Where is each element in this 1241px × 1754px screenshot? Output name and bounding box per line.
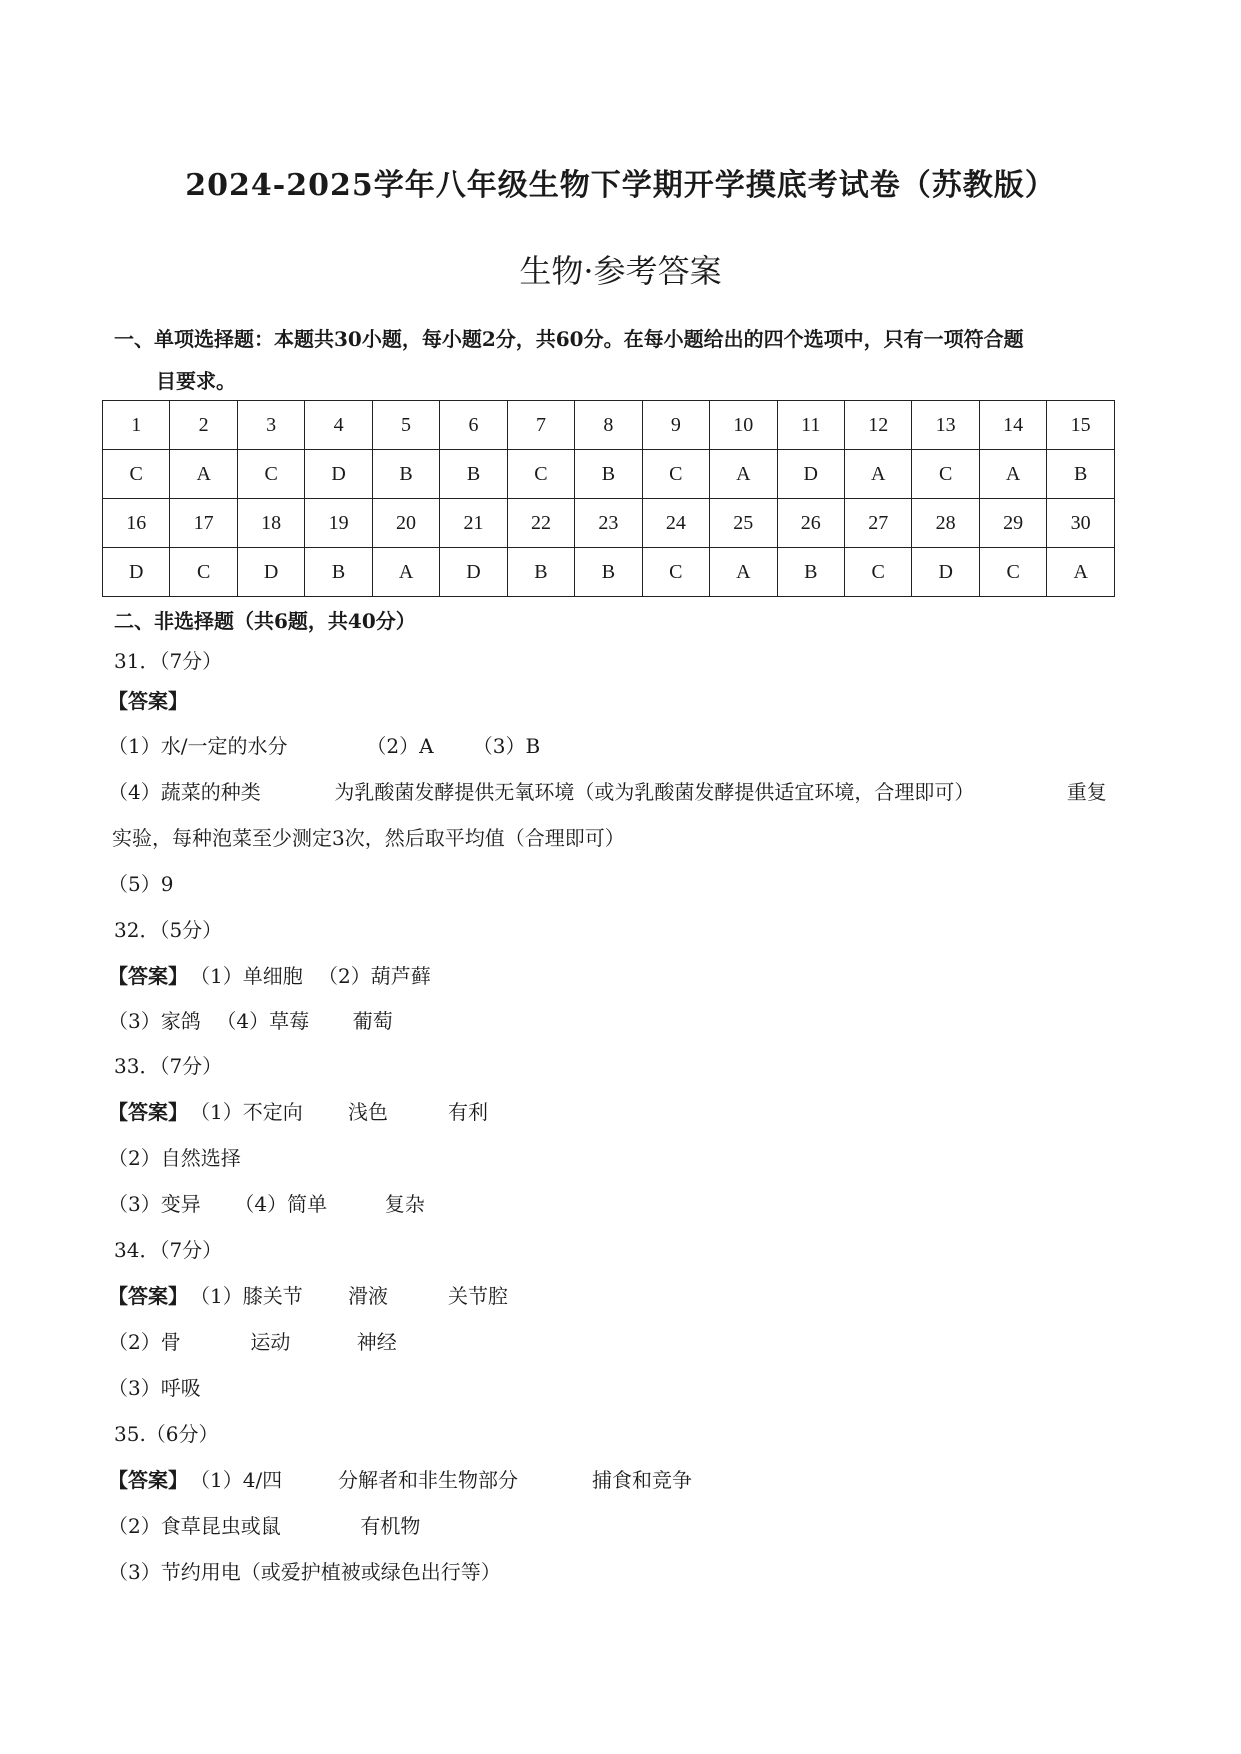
- table-cell: A: [170, 450, 237, 499]
- table-cell: A: [710, 548, 777, 597]
- q33-item: （1）不定向: [190, 1100, 303, 1124]
- table-cell: 16: [103, 499, 170, 548]
- table-cell: B: [507, 548, 574, 597]
- q35-item: （2）食草昆虫或鼠: [108, 1514, 281, 1538]
- table-cell: 30: [1047, 499, 1115, 548]
- table-cell: A: [710, 450, 777, 499]
- table-row: [103, 450, 1115, 499]
- section-1-line-2: 目要求。: [156, 369, 236, 393]
- q31-item: （2）A: [366, 734, 434, 758]
- table-cell: D: [777, 450, 844, 499]
- table-cell: B: [575, 548, 642, 597]
- table-cell: 5: [372, 401, 439, 450]
- q34-item: 神经: [356, 1330, 397, 1354]
- table-cell: 10: [710, 401, 777, 450]
- q33-heading: 33．（7分）: [114, 1054, 223, 1078]
- table-cell: C: [642, 548, 709, 597]
- table-cell: 24: [642, 499, 709, 548]
- q35-line-3: （3）节约用电（或爱护植被或绿色出行等）: [108, 1560, 501, 1584]
- table-cell: A: [372, 548, 439, 597]
- q33-item: （4）简单: [234, 1192, 328, 1216]
- table-cell: 8: [575, 401, 642, 450]
- q34-item: 关节腔: [448, 1284, 508, 1308]
- table-cell: 4: [305, 401, 372, 450]
- q34-line-3: （3）呼吸: [108, 1376, 201, 1400]
- q31-line-1: [108, 730, 540, 759]
- table-cell: A: [844, 450, 911, 499]
- q34-item: 滑液: [348, 1284, 388, 1308]
- q31-item: 重复: [1066, 780, 1107, 804]
- q31-heading: 31．（7分）: [114, 649, 223, 673]
- q32-item: （3）家鸽: [108, 1009, 201, 1033]
- q32-item: 葡萄: [352, 1009, 393, 1033]
- q35-heading: 35.（6分）: [114, 1422, 219, 1446]
- table-cell: 29: [979, 499, 1046, 548]
- section-1-line-1: 一、单项选择题：本题共30小题，每小题2分，共60分。在每小题给出的四个选项中，只有一项符合题: [114, 327, 1024, 351]
- table-cell: 9: [642, 401, 709, 450]
- q33-line-1: [108, 1096, 488, 1125]
- q33-line-2: （2）自然选择: [108, 1146, 241, 1170]
- table-cell: 25: [710, 499, 777, 548]
- section-1-heading: [114, 318, 1134, 402]
- table-cell: C: [912, 450, 979, 499]
- q34-line-2: [108, 1326, 397, 1355]
- q33-item: （3）变异: [108, 1192, 201, 1216]
- table-cell: C: [844, 548, 911, 597]
- table-cell: C: [103, 450, 170, 499]
- table-cell: B: [372, 450, 439, 499]
- q35-line-2: [108, 1510, 420, 1539]
- table-cell: 2: [170, 401, 237, 450]
- table-cell: D: [305, 450, 372, 499]
- table-cell: B: [1047, 450, 1115, 499]
- table-cell: D: [912, 548, 979, 597]
- table-cell: 12: [844, 401, 911, 450]
- table-cell: B: [440, 450, 507, 499]
- q34-item: 运动: [250, 1330, 291, 1354]
- table-cell: 11: [777, 401, 844, 450]
- table-cell: C: [170, 548, 237, 597]
- q31-item: （3）B: [472, 734, 541, 758]
- section-2-heading: 二、非选择题（共6题，共40分）: [114, 609, 416, 633]
- table-cell: 20: [372, 499, 439, 548]
- q35-item: （1）4/四: [190, 1468, 283, 1492]
- table-cell: 18: [237, 499, 304, 548]
- table-cell: 1: [103, 401, 170, 450]
- table-cell: 26: [777, 499, 844, 548]
- q32-line-2: [108, 1005, 393, 1034]
- q33-line-3: [108, 1188, 425, 1217]
- table-cell: C: [237, 450, 304, 499]
- q32-item: （2）葫芦藓: [318, 964, 431, 988]
- q35-line-1: [108, 1464, 692, 1493]
- q33-item: 有利: [448, 1100, 488, 1124]
- q34-item: （1）膝关节: [190, 1284, 303, 1308]
- table-cell: 21: [440, 499, 507, 548]
- table-cell: D: [237, 548, 304, 597]
- q32-item: （1）单细胞: [190, 964, 303, 988]
- table-cell: C: [507, 450, 574, 499]
- table-cell: 17: [170, 499, 237, 548]
- table-cell: D: [103, 548, 170, 597]
- table-cell: C: [642, 450, 709, 499]
- table-cell: 14: [979, 401, 1046, 450]
- q35-answer-label: 【答案】: [108, 1468, 188, 1492]
- q34-heading: 34．（7分）: [114, 1238, 223, 1262]
- table-cell: 6: [440, 401, 507, 450]
- q34-item: （2）骨: [108, 1330, 181, 1354]
- table-cell: 3: [237, 401, 304, 450]
- table-cell: 19: [305, 499, 372, 548]
- q31-line-2: [108, 776, 1107, 805]
- table-cell: B: [575, 450, 642, 499]
- q34-line-1: [108, 1280, 508, 1309]
- table-cell: C: [979, 548, 1046, 597]
- q32-answer-label: 【答案】: [108, 964, 188, 988]
- table-cell: 22: [507, 499, 574, 548]
- table-cell: 28: [912, 499, 979, 548]
- table-row: [103, 499, 1115, 548]
- q31-line-3: 实验，每种泡菜至少测定3次，然后取平均值（合理即可）: [112, 826, 625, 850]
- table-cell: 15: [1047, 401, 1115, 450]
- table-row: [103, 401, 1115, 450]
- table-cell: 27: [844, 499, 911, 548]
- q32-item: （4）草莓: [216, 1009, 310, 1033]
- q34-answer-label: 【答案】: [108, 1284, 188, 1308]
- table-cell: 23: [575, 499, 642, 548]
- table-cell: A: [979, 450, 1046, 499]
- q31-item: （1）水/一定的水分: [108, 734, 288, 758]
- q31-line-4: （5）9: [108, 872, 174, 896]
- q32-heading: 32．（5分）: [114, 918, 223, 942]
- document-title: 2024-2025学年八年级生物下学期开学摸底考试卷（苏教版）: [185, 168, 1056, 203]
- q32-line-1: [108, 960, 431, 989]
- table-cell: D: [440, 548, 507, 597]
- answer-table: [102, 400, 1115, 597]
- q31-answer-label: 【答案】: [108, 689, 188, 713]
- table-cell: B: [777, 548, 844, 597]
- table-cell: 13: [912, 401, 979, 450]
- document-subtitle: 生物·参考答案: [519, 252, 722, 290]
- q31-item: （4）蔬菜的种类: [108, 780, 261, 804]
- q33-item: 复杂: [384, 1192, 425, 1216]
- q33-item: 浅色: [348, 1100, 388, 1124]
- table-cell: A: [1047, 548, 1115, 597]
- table-cell: B: [305, 548, 372, 597]
- table-row: [103, 548, 1115, 597]
- q35-item: 有机物: [360, 1514, 421, 1538]
- table-cell: 7: [507, 401, 574, 450]
- q35-item: 捕食和竞争: [592, 1468, 692, 1492]
- q35-item: 分解者和非生物部分: [338, 1468, 518, 1492]
- q31-item: 为乳酸菌发酵提供无氧环境（或为乳酸菌发酵提供适宜环境，合理即可）: [334, 780, 975, 804]
- q33-answer-label: 【答案】: [108, 1100, 188, 1124]
